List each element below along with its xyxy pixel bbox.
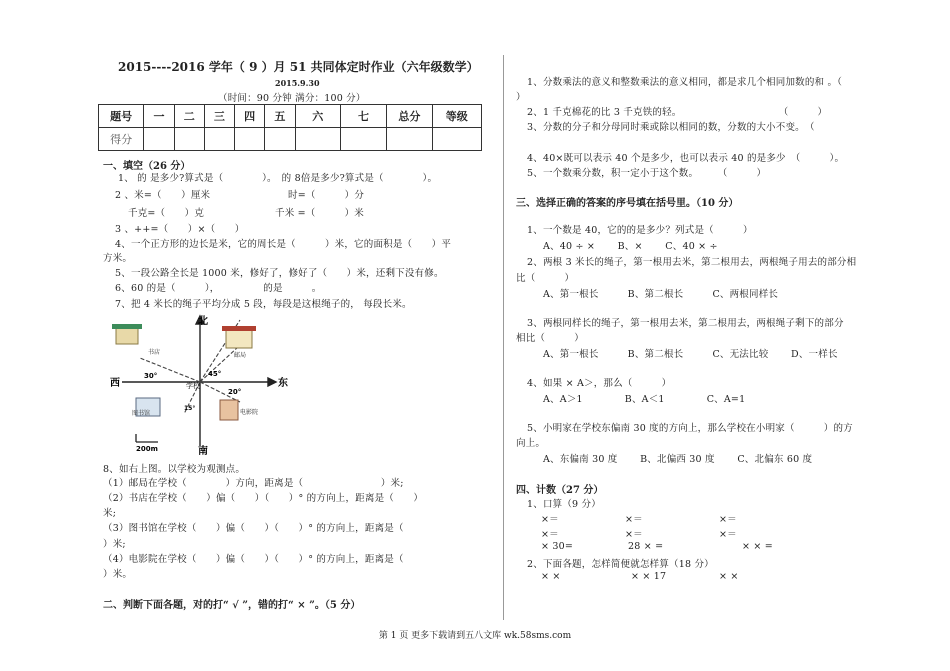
- score-header-cell: 七: [340, 105, 386, 128]
- question-line: 1、一个数是 40，它的的是多少？列式是（ ）: [527, 225, 753, 236]
- score-cell[interactable]: [144, 128, 174, 151]
- question-line: 千米 =（ ）米: [275, 208, 364, 219]
- question-line: 千克=（ ）克: [128, 208, 205, 219]
- question-line: ）米。: [103, 569, 133, 580]
- question-line: 1、 的 是多少?算式是（ ）。 的 8倍是多少?算式是（ ）。: [118, 173, 438, 184]
- bookstore-roof-icon: [112, 324, 142, 329]
- question-line: 时=（ ）分: [288, 190, 365, 201]
- question-line: 6、60 的是（ ）， 的是 。: [115, 283, 322, 294]
- question-line: （1）邮局在学校（ ）方向，距离是（ ）米;: [103, 478, 404, 489]
- cinema-label: 电影院: [240, 409, 259, 416]
- question-line: （4）电影院在学校（ ）偏（ ）（ ）° 的方向上，距离是（: [103, 554, 414, 565]
- choice-options: A、40 ÷ × B、× C、40 × ÷: [543, 241, 718, 252]
- question-line: 方米。: [103, 253, 133, 264]
- score-header-cell: 总分: [387, 105, 432, 128]
- question-line: 5、小明家在学校东偏南 30 度的方向上，那么学校在小明家（ ）的方: [527, 423, 853, 434]
- score-header-cell: 三: [204, 105, 234, 128]
- calc-item: × ×: [541, 571, 561, 582]
- score-header-cell: 等级: [432, 105, 481, 128]
- score-header-cell: 二: [174, 105, 204, 128]
- question-line: 5、一段公路全长是 1000 米，修好了，修好了（ ）米，还剩下没有修。: [115, 268, 444, 279]
- calc-item: ×＝: [719, 514, 737, 525]
- question-line: 4、40×既可以表示 40 个是多少，也可以表示 40 的是多少 （ ）。: [527, 153, 845, 164]
- question-line: ）: [516, 92, 526, 103]
- question-line: 3 、++=（ ）×（ ）: [115, 224, 245, 235]
- north-label: 北: [198, 316, 208, 327]
- question-line: 7、把 4 米长的绳子平均分成 5 段，每段是这根绳子的， 每段长米。: [115, 299, 412, 310]
- document-title: 2015----2016 学年（ 9 ）月 51 共同体定时作业（六年级数学）: [118, 60, 479, 74]
- question-line: 2 、米=（ ）厘米: [115, 190, 211, 201]
- score-row-label: 得分: [99, 128, 144, 151]
- score-table: [98, 104, 482, 151]
- post-roof-icon: [222, 326, 256, 331]
- angle-label: 30°: [144, 372, 158, 380]
- question-line: 3、分数的分子和分母同时乘或除以相同的数，分数的大小不变。 （: [527, 122, 815, 133]
- question-line: 4、如果 × A＞，那么（ ）: [527, 378, 672, 389]
- calc-item: × 30=: [541, 541, 574, 552]
- score-cell[interactable]: [204, 128, 234, 151]
- document-date: 2015.9.30: [275, 78, 320, 88]
- school-label: 学校: [186, 382, 200, 390]
- scale-bar: [136, 434, 158, 442]
- score-header-cell: 四: [235, 105, 265, 128]
- score-header-cell: 题号: [99, 105, 144, 128]
- choice-options: A、东偏南 30 度 B、北偏西 30 度 C、北偏东 60 度: [543, 454, 813, 465]
- scale-label: 200m: [136, 445, 158, 453]
- angle-label: 20°: [228, 388, 242, 396]
- calc-item: × × =: [742, 541, 773, 552]
- question-line: 比（ ）: [516, 273, 575, 284]
- score-cell[interactable]: [295, 128, 340, 151]
- score-cell[interactable]: [387, 128, 432, 151]
- west-label: 西: [110, 378, 120, 389]
- subsection-title: 2、下面各题，怎样简便就怎样算（18 分）: [527, 559, 714, 570]
- calc-item: × × 17: [631, 571, 667, 582]
- score-header-cell: 六: [295, 105, 340, 128]
- bookstore-building-icon: [116, 328, 138, 344]
- question-line: 3、两根同样长的绳子，第一根用去米，第二根用去，两根绳子剩下的部分: [527, 318, 844, 329]
- question-line: 2、两根 3 米长的绳子，第一根用去米，第二根用去，两根绳子用去的部分相: [527, 257, 857, 268]
- cinema-building-icon: [220, 400, 238, 420]
- subsection-title: 1、口算（9 分）: [527, 499, 601, 510]
- time-info: （时间：90 分钟 满分：100 分）: [218, 93, 366, 104]
- score-header-cell: 五: [265, 105, 295, 128]
- calc-item: ×＝: [719, 529, 737, 540]
- section-2-title: 二、判断下面各题，对的打“ √ ”，错的打“ × ”。（5 分）: [103, 600, 361, 611]
- calc-item: ×＝: [541, 514, 559, 525]
- choice-options: A、A＞1 B、A＜1 C、A=1: [543, 394, 746, 405]
- section-1-title: 一、填空（26 分）: [103, 161, 191, 172]
- section-4-title: 四、计数（27 分）: [516, 485, 604, 496]
- east-arrow: [268, 378, 276, 386]
- angle-label: 15°: [184, 405, 196, 412]
- direction-map: [100, 314, 300, 456]
- question-line: 8、如右上图。以学校为观测点。: [103, 464, 246, 475]
- bookstore-label: 书店: [148, 349, 161, 356]
- library-label: 图书馆: [132, 410, 151, 417]
- question-line: 向上。: [516, 438, 546, 449]
- post-building-icon: [226, 330, 252, 348]
- section-3-title: 三、选择正确的答案的序号填在括号里。（10 分）: [516, 198, 739, 209]
- question-line: 米;: [103, 508, 117, 519]
- score-header-cell: 一: [144, 105, 174, 128]
- question-line: （2）书店在学校（ ）偏（ ）（ ）° 的方向上，距离是（ ）: [103, 493, 424, 504]
- question-line: 2、1 千克棉花的比 3 千克铁的轻。 （ ）: [527, 107, 828, 118]
- score-cell[interactable]: [174, 128, 204, 151]
- score-cell[interactable]: [340, 128, 386, 151]
- east-label: 东: [278, 378, 288, 389]
- south-label: 南: [198, 446, 208, 456]
- question-line: 4、一个正方形的边长是米，它的周长是（ ）米，它的面积是（ ）平: [115, 239, 452, 250]
- score-cell[interactable]: [265, 128, 295, 151]
- question-line: 5、一个数乘分数，积一定小于这个数。 （ ）: [527, 168, 767, 179]
- choice-options: A、第一根长 B、第二根长 C、无法比较 D、一样长: [543, 349, 838, 360]
- calc-item: × ×: [719, 571, 739, 582]
- page-footer: 第 1 页 更多下载请到五八文库 wk.58sms.com: [378, 631, 572, 641]
- calc-item: ×＝: [625, 514, 643, 525]
- question-line: 相比（ ）: [516, 333, 584, 344]
- angle-label: 45°: [208, 370, 222, 378]
- question-line: ）米;: [103, 539, 126, 550]
- post-label: 邮局: [234, 352, 247, 359]
- question-line: （3）图书馆在学校（ ）偏（ ）（ ）° 的方向上，距离是（: [103, 523, 424, 534]
- column-divider: [503, 55, 504, 620]
- calc-item: ×＝: [541, 529, 559, 540]
- score-cell[interactable]: [432, 128, 481, 151]
- calc-item: 28 × =: [628, 541, 664, 552]
- choice-options: A、第一根长 B、第二根长 C、两根同样长: [543, 289, 779, 300]
- score-cell[interactable]: [235, 128, 265, 151]
- question-line: 1、分数乘法的意义和整数乘法的意义相同，都是求几个相同加数的和 。（: [527, 77, 843, 88]
- calc-item: ×＝: [625, 529, 643, 540]
